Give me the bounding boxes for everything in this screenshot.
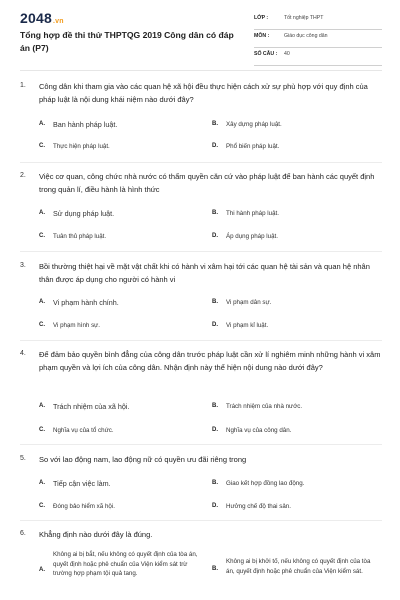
logo-suffix: .vn bbox=[52, 18, 64, 25]
option-text: Thi hành pháp luật. bbox=[226, 210, 279, 217]
question-text: Việc cơ quan, công chức nhà nước có thẩm quyền căn cứ vào pháp luật để ban hành các quyết định trong quản lí, điều hành là hình thức bbox=[39, 172, 375, 194]
option-text: Hưởng chế độ thai sản. bbox=[226, 503, 291, 510]
option-letter: C. bbox=[39, 143, 45, 149]
option-letter: D. bbox=[212, 322, 218, 328]
option-letter: A. bbox=[39, 403, 45, 409]
option-text: Phổ biến pháp luật. bbox=[226, 143, 280, 150]
option-text: Vi phạm hành chính. bbox=[53, 298, 119, 307]
question-divider bbox=[20, 162, 382, 163]
question-divider bbox=[20, 444, 382, 445]
document-header bbox=[0, 0, 400, 62]
question-text: Để đảm bảo quyền bình đẳng của công dân trước pháp luật cần xử lí nghiêm minh những hành vi xâm phạm quyền và lợi ích của công dân. Nhận định này thể hiện nội dung nào dưới đây? bbox=[39, 350, 381, 372]
logo-text: 2048 bbox=[20, 10, 52, 26]
meta-label: MÔN : bbox=[254, 33, 270, 39]
option-text: Tiếp cận việc làm. bbox=[53, 479, 111, 488]
meta-value: 40 bbox=[284, 51, 290, 57]
question-divider bbox=[20, 251, 382, 252]
question-number: 2. bbox=[20, 172, 26, 179]
meta-table bbox=[254, 12, 382, 66]
meta-row-count bbox=[254, 48, 382, 66]
document-title: Tổng hợp đề thi thử THPTQG 2019 Công dân có đáp án (P7) bbox=[20, 30, 234, 53]
option-text: Thực hiện pháp luật. bbox=[53, 143, 110, 150]
option-text: Vi phạm kỉ luật. bbox=[226, 322, 269, 329]
option-letter: B. bbox=[212, 299, 218, 305]
header-divider bbox=[20, 70, 382, 71]
option-text: Trách nhiệm của xã hội. bbox=[53, 402, 130, 411]
option-text: Vi phạm dân sự. bbox=[226, 299, 272, 306]
option-letter: D. bbox=[212, 143, 218, 149]
meta-label: LỚP : bbox=[254, 15, 269, 21]
meta-value: Giáo dục công dân bbox=[284, 33, 328, 39]
option-letter: A. bbox=[39, 299, 45, 305]
option-text: Đóng bảo hiểm xã hội. bbox=[53, 503, 115, 510]
option-letter: B. bbox=[212, 480, 218, 486]
question-text: Khẳng định nào dưới đây là đúng. bbox=[39, 530, 153, 539]
question-number: 3. bbox=[20, 262, 26, 269]
meta-row-subject bbox=[254, 30, 382, 48]
option-text: Trách nhiệm của nhà nước. bbox=[226, 403, 303, 410]
question-text: Bồi thường thiệt hại về mặt vật chất khi có hành vi xâm hại tới các quan hệ tài sản và quan hệ nhân thân được áp dụng cho người có hành vi bbox=[39, 262, 370, 284]
option-letter: C. bbox=[39, 322, 45, 328]
option-text: Vi phạm hình sự. bbox=[53, 322, 101, 329]
question-number: 6. bbox=[20, 530, 26, 537]
option-text: Tuân thủ pháp luật. bbox=[53, 233, 107, 240]
option-text: Ban hành pháp luật. bbox=[53, 120, 118, 129]
option-letter: C. bbox=[39, 233, 45, 239]
option-letter: D. bbox=[212, 503, 218, 509]
meta-row-class bbox=[254, 12, 382, 30]
option-text: Xây dựng pháp luật. bbox=[226, 121, 282, 128]
question-divider bbox=[20, 340, 382, 341]
option-letter: A. bbox=[39, 210, 45, 216]
question-number: 4. bbox=[20, 350, 26, 357]
question-text: Công dân khi tham gia vào các quan hệ xã hội đều thực hiện cách xử sự phù hợp với quy định của pháp luật là nội dung khái niệm nào dưới đây? bbox=[39, 82, 368, 104]
option-text: Sử dụng pháp luật. bbox=[53, 209, 115, 218]
question-divider bbox=[20, 520, 382, 521]
option-letter: A. bbox=[39, 480, 45, 486]
option-text: Nghĩa vụ của công dân. bbox=[226, 427, 292, 434]
question-number: 1. bbox=[20, 82, 26, 89]
meta-label: SỐ CÂU : bbox=[254, 51, 278, 57]
option-letter: D. bbox=[212, 427, 218, 433]
option-letter: B. bbox=[212, 210, 218, 216]
option-letter: B. bbox=[212, 121, 218, 127]
option-text: Giao kết hợp đồng lao động. bbox=[226, 480, 305, 487]
question-text: So với lao động nam, lao động nữ có quyền ưu đãi riêng trong bbox=[39, 455, 247, 464]
option-letter: C. bbox=[39, 427, 45, 433]
option-letter: B. bbox=[212, 403, 218, 409]
option-letter: C. bbox=[39, 503, 45, 509]
option-text: Không ai bị bắt, nếu không có quyết định của tòa án, quyết định hoặc phê chuẩn của Viện kiểm sát trừ trường hợp phạm tội quả tang. bbox=[53, 551, 198, 578]
question-number: 5. bbox=[20, 455, 26, 462]
option-text: Không ai bị khởi tố, nếu không có quyết định của tòa án, quyết định hoặc phê chuẩn của Viện kiểm sát. bbox=[226, 558, 371, 575]
option-text: Áp dụng pháp luật. bbox=[226, 233, 278, 240]
site-logo[interactable] bbox=[20, 10, 64, 26]
option-letter: A. bbox=[39, 121, 45, 127]
meta-value: Tốt nghiệp THPT bbox=[284, 15, 324, 21]
option-letter: B. bbox=[212, 566, 218, 572]
option-letter: A. bbox=[39, 567, 45, 573]
option-text: Nghĩa vụ của tổ chức. bbox=[53, 427, 114, 434]
option-letter: D. bbox=[212, 233, 218, 239]
